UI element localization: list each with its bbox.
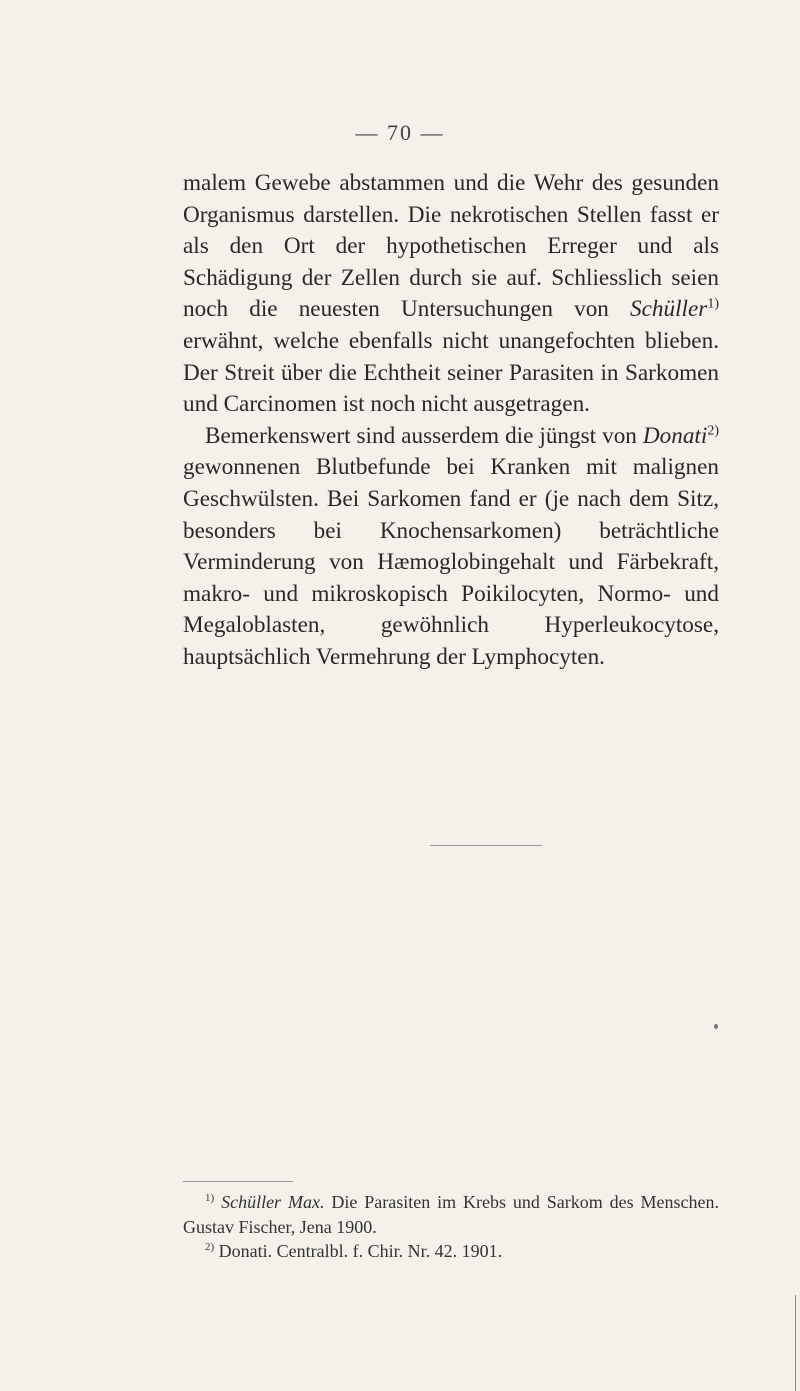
footnote-1 (183, 1190, 719, 1239)
paragraph-2-text-a: Bemerkenswert sind ausserdem die jüngst von (205, 422, 643, 449)
section-divider (430, 845, 542, 846)
paragraph-2 (183, 421, 719, 674)
page-edge-line (795, 1295, 796, 1391)
footnote-ref-1: 1) (707, 296, 719, 312)
footnote-1-author: Schüller Max. (221, 1192, 325, 1212)
ink-speck (714, 1024, 718, 1029)
footnote-1-mark: 1) (205, 1192, 215, 1204)
paragraph-1 (183, 168, 719, 421)
footnote-2-mark: 2) (205, 1241, 215, 1253)
footnote-1-text: Die Parasiten im Krebs und Sarkom des Menschen. Gustav Fischer, Jena 1900. (183, 1192, 720, 1237)
paragraph-1-text-b: erwähnt, welche ebenfalls nicht unangefochten blieben. Der Streit über die Echtheit seiner Parasiten in Sarkomen und Carcinomen ist noch nicht ausgetragen. (183, 327, 719, 418)
author-schueller: Schüller (630, 296, 708, 323)
footnote-divider (183, 1181, 293, 1182)
page-number: — 70 — (355, 120, 445, 145)
body-text (183, 168, 719, 674)
footnote-ref-2: 2) (707, 423, 719, 439)
paragraph-1-text-a: malem Gewebe abstammen und die Wehr des gesunden Organismus darstellen. Die nekrotischen Stellen fasst er als den Ort der hypothetischen Erreger und als Schädigung der Zellen durch sie auf. Schliesslich seien noch die neuesten Untersuchungen von (183, 170, 719, 323)
author-donati: Donati (642, 422, 708, 449)
paragraph-2-text-b: gewonnenen Blutbefunde bei Kranken mit malignen Geschwülsten. Bei Sarkomen fand er (je nach dem Sitz, besonders bei Knochensarkomen) beträchtliche Verminderung von Hæmoglobingehalt und Färbekraft, makro- und mikroskopisch Poikilocyten, Normo- und Megaloblasten, gewöhnlich Hyperleukocytose, hauptsächlich Vermehrung der Lymphocyten. (183, 454, 719, 670)
footnote-2 (183, 1239, 719, 1264)
footnotes (183, 1190, 719, 1264)
footnote-2-text: Donati. Centralbl. f. Chir. Nr. 42. 1901. (214, 1241, 503, 1261)
